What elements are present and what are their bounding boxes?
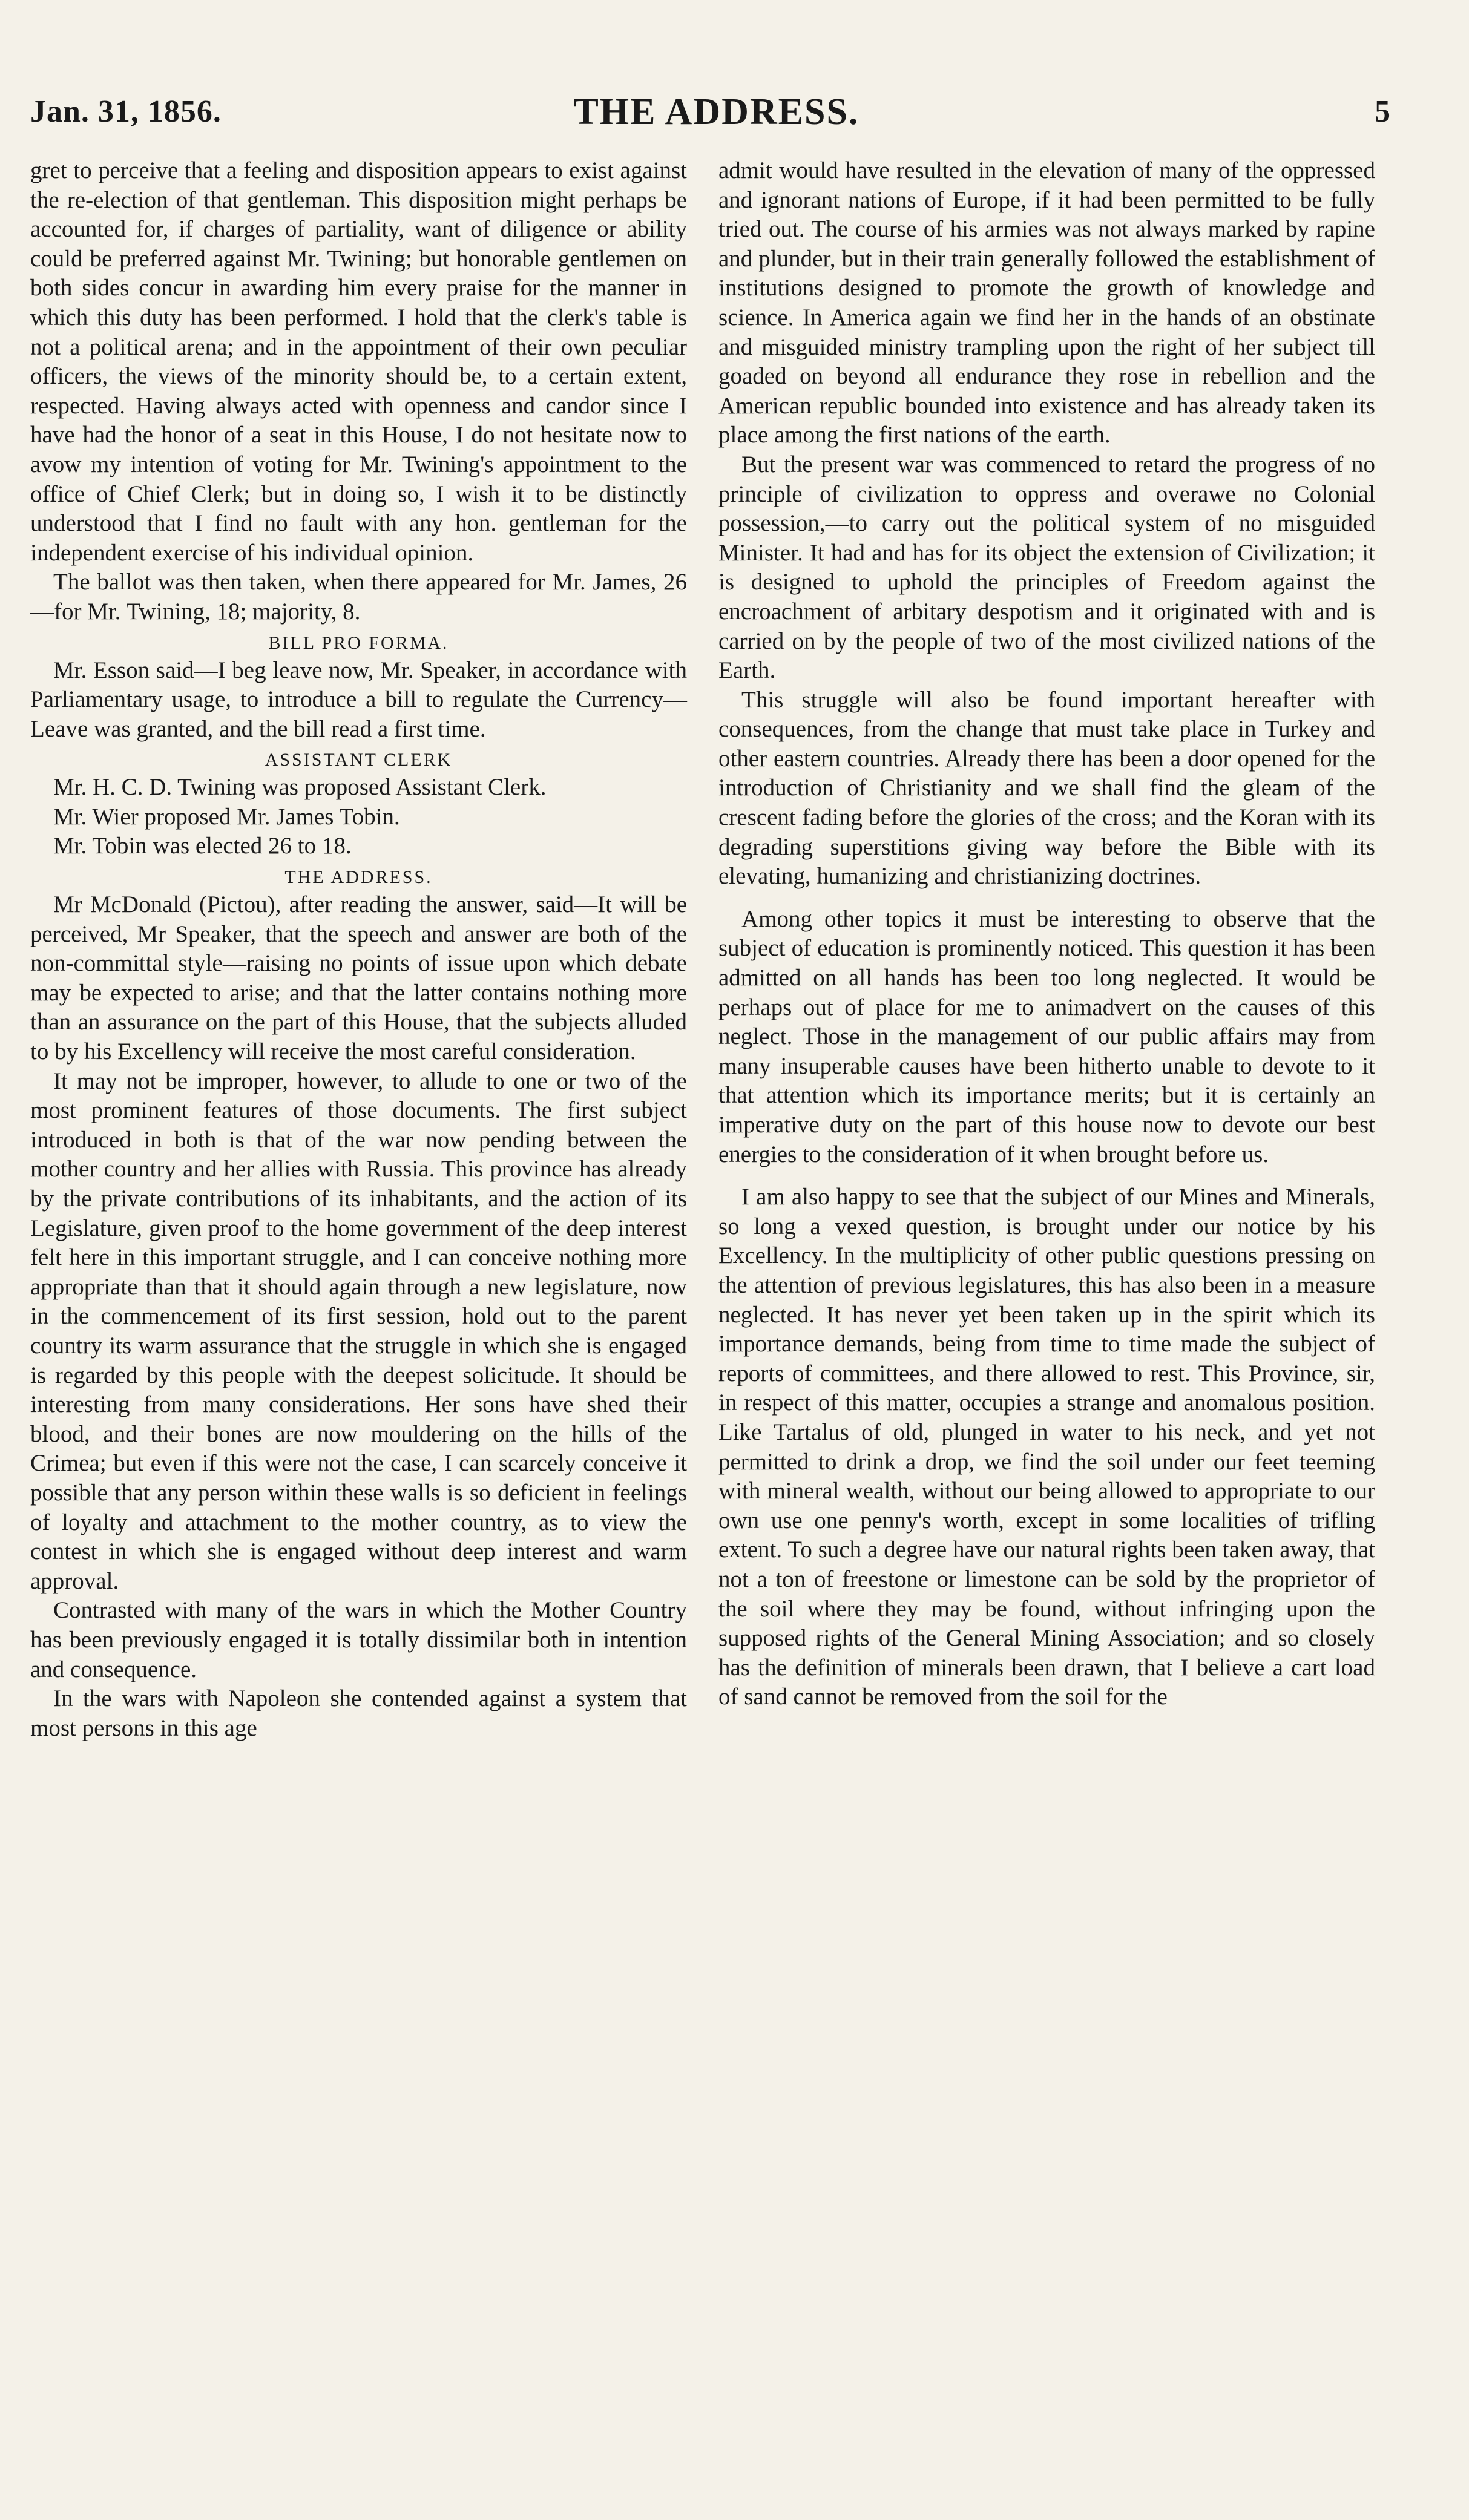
section-heading: BILL PRO FORMA. xyxy=(268,632,449,653)
page-number: 5 xyxy=(1375,94,1390,129)
page-header xyxy=(30,91,1402,139)
section-heading: ASSISTANT CLERK xyxy=(265,750,453,770)
paragraph: This struggle will also be found important hereafter with consequences, from the change that must take place in Turkey and other eastern countries. Already there has been a door opened for the introduction of Christianity and we shall find the gleam of the crescent fading before the glories of the cross; and the Koran with its degrading superstitions giving way before the Bible with its elevating, humanizing and christianizing doctrines. xyxy=(718,686,1375,890)
paragraph: But the present war was commenced to retard the progress of no principle of civilization to oppress and overawe no Colonial possession,—to carry out the political system of no misguided Minister. It had and has for its object the extension of Civilization; it is designed to uphold the principles of Freedom against the encroachment of arbitary despotism and it originated with and is carried on by the people of two of the most civilized nations of the Earth. xyxy=(718,451,1375,684)
paragraph: gret to perceive that a feeling and disposition appears to exist against the re-election of that gentleman. This disposition might perhaps be accounted for, if charges of partiality, want of diligence or ability could be preferred against Mr. Twining; but honorable gentlemen on both sides concur in awarding him every praise for the manner in which this duty has been performed. I hold that the clerk's table is not a political arena; and in the appointment of their own peculiar officers, the views of the minority should be, to a certain extent, respected. Having always acted with openness and candor since I have had the honor of a seat in this House, I do not hesitate now to avow my intention of voting for Mr. Twining's appointment to the office of Chief Clerk; but in doing so, I wish it to be distinctly understood that I find no fault with any hon. gentleman for the independent exercise of his individual opinion. xyxy=(30,157,687,566)
paragraph: Mr. H. C. D. Twining was proposed Assistant Clerk. xyxy=(53,774,547,801)
paragraph: I am also happy to see that the subject of our Mines and Minerals, so long a vexed question, is brought under our notice by his Excellency. In the multiplicity of other public questions pressing on the attention of previous legislatures, this has also been in a measure neglected. It has never yet been taken up in the spirit which its importance demands, being from time to time made the subject of reports of committees, and there allowed to rest. This Province, sir, in respect of this matter, occupies a strange and anomalous position. Like Tartalus of old, plunged in water to his neck, and yet not permitted to drink a drop, we find the soil under our feet teeming with mineral wealth, without our being allowed to appropriate to our own use one penny's worth, except in some localities of trifling extent. To such a degree have our natural rights been taken away, that not a ton of freestone or limestone can be sold by the proprietor of the soil where they may be found, without infringing upon the supposed rights of the General Mining Association; and so closely has the definition of minerals been drawn, that I believe a cart load of sand cannot be removed from the soil for the xyxy=(718,1184,1375,1710)
paragraph: Among other topics it must be interesting to observe that the subject of education is prominently noticed. This question it has been admitted on all hands has been too long neglected. It would be perhaps out of place for me to animadvert on the causes of this neglect. Those in the management of our public affairs may from many insuperable causes have been hitherto unable to devote to it that attention which its importance merits; but it is certainly an imperative duty on the part of this house now to devote our best energies to the consideration of it when brought before us. xyxy=(718,905,1375,1167)
issue-date: Jan. 31, 1856. xyxy=(30,94,222,129)
paragraph: Mr. Wier proposed Mr. James Tobin. xyxy=(53,803,400,830)
paragraph: Mr McDonald (Pictou), after reading the answer, said—It will be perceived, Mr Speaker, that the speech and answer are both of the non-committal style—raising no points of issue upon which debate may be expected to arise; and that the latter contains nothing more than an assurance on the part of this House, that the subjects alluded to by his Excellency will receive the most careful consideration. xyxy=(30,891,687,1065)
paragraph: In the wars with Napoleon she contended against a system that most persons in this age xyxy=(30,1685,687,1741)
left-column xyxy=(30,156,687,1743)
paragraph: It may not be improper, however, to allude to one or two of the most prominent features of those documents. The first subject introduced in both is that of the war now pending between the mother country and her allies with Russia. This province has already by the private contributions of its inhabitants, and the action of its Legislature, given proof to the home government of the deep interest felt here in this important struggle, and I can conceive nothing more appropriate than that it should again through a new legislature, now in the commencement of its first session, hold out to the parent country its warm assurance that the struggle in which she is engaged is regarded by this people with the deepest solicitude. It should be interesting from many considerations. Her sons have shed their blood, and their bones are now mouldering on the hills of the Crimea; but even if this were not the case, I can scarcely conceive it possible that any person within these walls is so deficient in feelings of loyalty and attachment to the mother country, as to view the contest in which she is engaged without deep interest and warm approval. xyxy=(30,1068,687,1594)
section-heading: THE ADDRESS. xyxy=(284,867,433,888)
article-columns xyxy=(30,156,1402,1743)
paragraph: admit would have resulted in the elevation of many of the oppressed and ignorant nations of Europe, if it had been permitted to be fully tried out. The course of his armies was not always marked by rapine and plunder, but in their train generally followed the establishment of institutions designed to promote the growth of knowledge and science. In America again we find her in the hands of an obstinate and misguided ministry trampling upon the right of her subject till goaded on beyond all endurance they rose in rebellion and the American republic bounded into existence and has already taken its place among the first nations of the earth. xyxy=(718,157,1375,448)
page-title: THE ADDRESS. xyxy=(573,91,859,133)
paragraph: The ballot was then taken, when there appeared for Mr. James, 26—for Mr. Twining, 18; majority, 8. xyxy=(30,569,687,625)
paragraph: Contrasted with many of the wars in which the Mother Country has been previously engaged it is totally dissimilar both in intention and consequence. xyxy=(30,1597,687,1682)
paragraph: Mr. Tobin was elected 26 to 18. xyxy=(53,833,352,859)
paragraph: Mr. Esson said—I beg leave now, Mr. Speaker, in accordance with Parliamentary usage, to introduce a bill to regulate the Currency—Leave was granted, and the bill read a first time. xyxy=(30,657,687,742)
right-column xyxy=(718,156,1375,1743)
